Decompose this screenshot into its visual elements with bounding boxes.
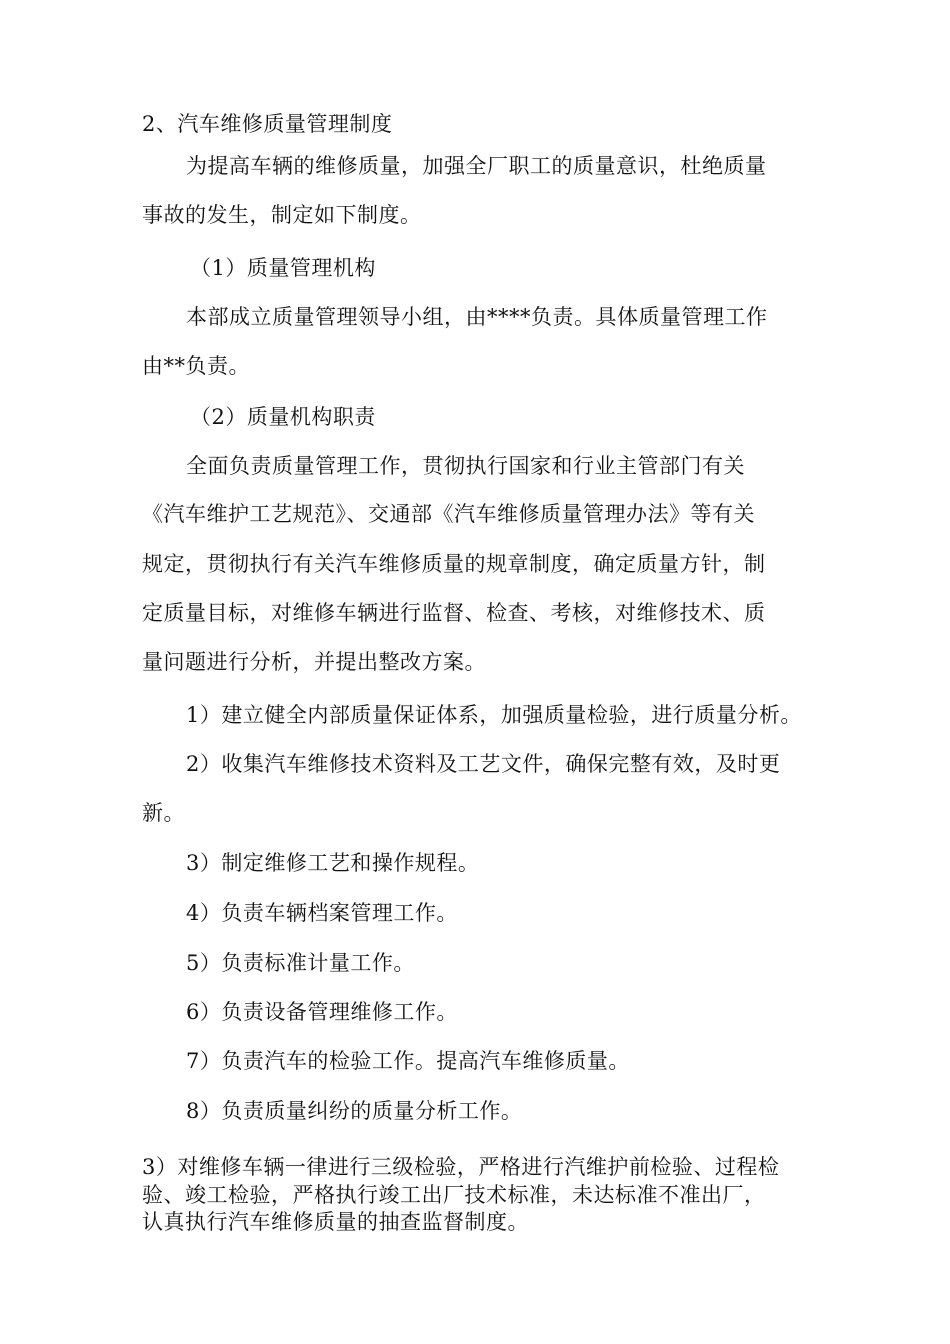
- list-item-1: 1）建立健全内部质量保证体系，加强质量检验，进行质量分析。: [186, 703, 802, 727]
- final-line-1: 3）对维修车辆一律进行三级检验，严格进行汽维护前检验、过程检: [142, 1155, 780, 1179]
- section-2-line-3: 规定，贯彻执行有关汽车维修质量的规章制度，确定质量方针，制: [142, 552, 766, 576]
- list-item-5: 5）负责标准计量工作。: [186, 951, 415, 975]
- section-2-line-4: 定质量目标，对维修车辆进行监督、检查、考核，对维修技术、质: [142, 601, 766, 625]
- intro-line-2: 事故的发生，制定如下制度。: [142, 203, 422, 227]
- section-2-line-1: 全面负责质量管理工作，贯彻执行国家和行业主管部门有关: [186, 454, 745, 478]
- final-line-2: 验、竣工检验，严格执行竣工出厂技术标准，未达标准不准出厂，: [142, 1183, 766, 1207]
- intro-line-1: 为提高车辆的维修质量，加强全厂职工的质量意识，杜绝质量: [186, 154, 767, 178]
- document-heading: 2、汽车维修质量管理制度: [142, 112, 393, 136]
- list-item-3: 3）制定维修工艺和操作规程。: [186, 851, 480, 875]
- list-item-4: 4）负责车辆档案管理工作。: [186, 901, 458, 925]
- section-2-line-2: 《汽车维护工艺规范》、交通部《汽车维修质量管理办法》等有关: [142, 502, 755, 526]
- section-1-line-1: 本部成立质量管理领导小组，由****负责。具体质量管理工作: [186, 305, 768, 329]
- list-item-2-line-2: 新。: [142, 801, 185, 825]
- section-1-line-2: 由**负责。: [142, 354, 250, 378]
- section-2-title: （2）质量机构职责: [190, 405, 376, 429]
- list-item-6: 6）负责设备管理维修工作。: [186, 1000, 458, 1024]
- section-1-title: （1）质量管理机构: [190, 256, 376, 280]
- section-2-line-5: 量问题进行分析，并提出整改方案。: [142, 650, 486, 674]
- list-item-7: 7）负责汽车的检验工作。提高汽车维修质量。: [186, 1049, 630, 1073]
- final-line-3: 认真执行汽车维修质量的抽查监督制度。: [142, 1210, 529, 1234]
- list-item-8: 8）负责质量纠纷的质量分析工作。: [186, 1099, 523, 1123]
- list-item-2-line-1: 2）收集汽车维修技术资料及工艺文件，确保完整有效，及时更: [186, 752, 781, 776]
